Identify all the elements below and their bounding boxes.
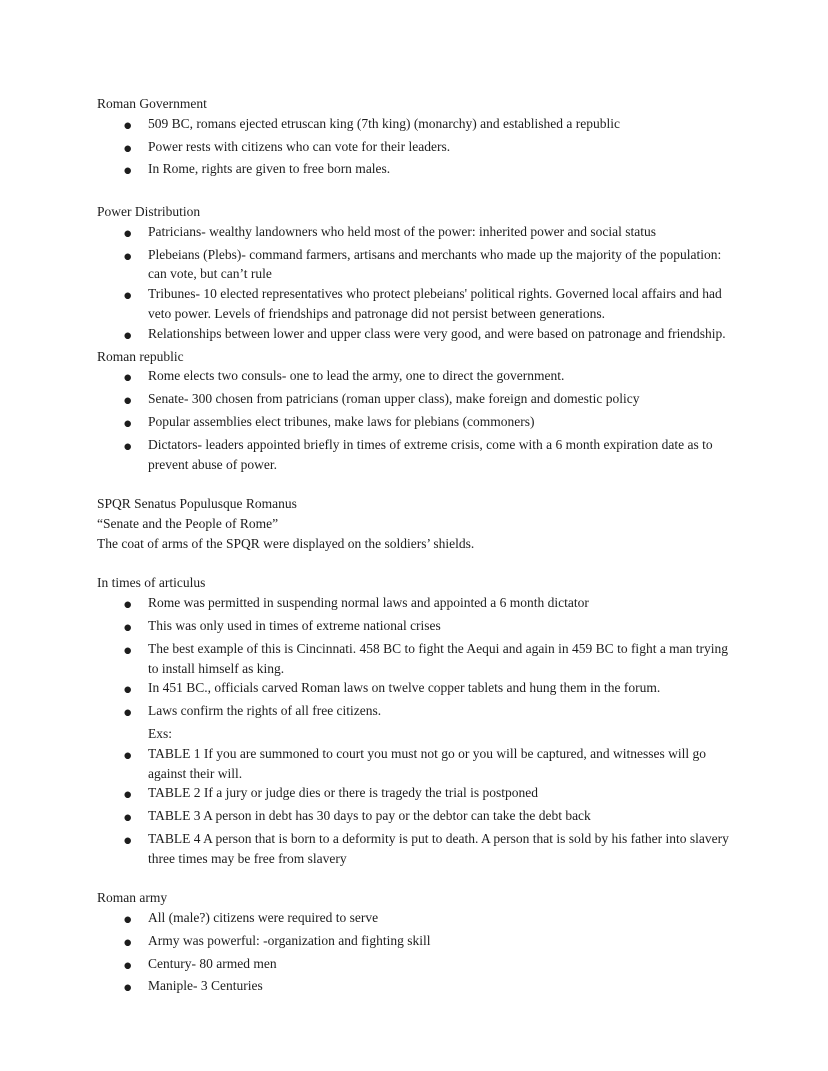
list-item-text: Plebeians (Plebs)- command farmers, artisans and merchants who made up the majority of the population: can vote, but can’t rule — [148, 246, 722, 282]
list-item-continuation: Exs: — [148, 725, 173, 741]
list-item — [97, 806, 740, 829]
list-item-text: Patricians- wealthy landowners who held most of the power: inherited power and social status — [148, 223, 656, 239]
list-item-text: TABLE 3 A person in debt has 30 days to pay or the debtor can take the debt back — [148, 808, 591, 824]
bullet-marker-icon: ● — [124, 750, 132, 761]
list-item — [97, 245, 740, 285]
list-item — [97, 284, 740, 324]
list-item-text: In 451 BC., officials carved Roman laws on twelve copper tablets and hung them in the forum. — [148, 680, 661, 696]
paragraph-line: “Senate and the People of Rome” — [97, 515, 279, 531]
section-roman-government — [97, 94, 740, 182]
list-item — [97, 114, 740, 137]
bullet-marker-icon: ● — [124, 418, 132, 429]
blank-line — [97, 868, 740, 888]
list-item — [97, 137, 740, 160]
list-item — [97, 324, 740, 347]
list-item — [97, 639, 740, 679]
bullet-marker-icon: ● — [124, 166, 132, 177]
section-power-distribution — [97, 202, 740, 347]
blank-line — [97, 554, 740, 574]
list-item — [97, 435, 740, 475]
list-item-text: Rome was permitted in suspending normal laws and appointed a 6 month dictator — [148, 595, 589, 611]
list-item — [97, 931, 740, 954]
list-item — [97, 366, 740, 389]
list-item-text: TABLE 4 A person that is born to a deformity is put to death. A person that is sold by his father into slavery three times may be free from slavery — [148, 830, 729, 866]
list-item — [97, 954, 740, 977]
list-item — [97, 159, 740, 182]
bullet-marker-icon: ● — [124, 937, 132, 948]
list-item — [97, 701, 740, 724]
bullet-marker-icon: ● — [124, 790, 132, 801]
bullet-marker-icon: ● — [124, 915, 132, 926]
list-item — [97, 616, 740, 639]
bullet-marker-icon: ● — [124, 960, 132, 971]
section-roman-army — [97, 888, 740, 999]
list-item-text: Popular assemblies elect tribunes, make laws for plebians (commoners) — [148, 413, 535, 429]
blank-line — [97, 182, 740, 202]
bullet-marker-icon: ● — [124, 622, 132, 633]
bullet-marker-icon: ● — [124, 685, 132, 696]
blank-line — [97, 474, 740, 494]
list-item-text: Dictators- leaders appointed briefly in times of extreme crisis, come with a 6 month expiration date as to prevent abuse of power. — [148, 436, 713, 472]
list-item — [97, 678, 740, 701]
paragraph-line: SPQR Senatus Populusque Romanus — [97, 496, 297, 512]
section-heading: Roman army — [97, 890, 168, 906]
section-roman-republic — [97, 347, 740, 475]
list-item-text: Maniple- 3 Centuries — [148, 978, 263, 994]
list-item-text: 509 BC, romans ejected etruscan king (7th king) (monarchy) and established a republic — [148, 115, 620, 131]
list-item-text: Rome elects two consuls- one to lead the army, one to direct the government. — [148, 368, 565, 384]
bullet-marker-icon: ● — [124, 228, 132, 239]
section-heading: Roman Government — [97, 96, 207, 111]
bullet-marker-icon: ● — [124, 251, 132, 262]
list-item-text: Senate- 300 chosen from patricians (roman upper class), make foreign and domestic policy — [148, 391, 640, 407]
bullet-marker-icon: ● — [124, 143, 132, 154]
bullet-marker-icon: ● — [124, 330, 132, 341]
list-item-text: Power rests with citizens who can vote for their leaders. — [148, 138, 451, 154]
bullet-marker-icon: ● — [124, 441, 132, 452]
bullet-marker-icon: ● — [124, 983, 132, 994]
list-item — [97, 744, 740, 784]
bullet-marker-icon: ● — [124, 373, 132, 384]
list-item-text: The best example of this is Cincinnati. 458 BC to fight the Aequi and again in 459 BC to fight a man trying to install himself as king. — [148, 640, 729, 676]
list-item — [97, 976, 740, 999]
section-in-times-of-articulus — [97, 573, 740, 868]
list-item — [97, 389, 740, 412]
bullet-marker-icon: ● — [124, 120, 132, 131]
paragraph-line: The coat of arms of the SPQR were displayed on the soldiers’ shields. — [97, 535, 475, 551]
list-item — [97, 593, 740, 616]
list-item-text: TABLE 2 If a jury or judge dies or there is tragedy the trial is postponed — [148, 785, 538, 801]
list-item-text: TABLE 1 If you are summoned to court you must not go or you will be captured, and witnesses will go against their will. — [148, 745, 706, 781]
section-heading: Roman republic — [97, 348, 184, 364]
section-spqr — [97, 494, 740, 553]
bullet-marker-icon: ● — [124, 645, 132, 656]
list-item-text: All (male?) citizens were required to serve — [148, 910, 379, 926]
section-heading: In times of articulus — [97, 575, 206, 591]
bullet-marker-icon: ● — [124, 600, 132, 611]
list-item-text: Laws confirm the rights of all free citizens. — [148, 703, 382, 719]
list-item — [97, 783, 740, 806]
list-item-text: Tribunes- 10 elected representatives who protect plebeians' political rights. Governed local affairs and had veto power. Levels of friendships and patronage did not persist between generations. — [148, 286, 722, 321]
bullet-marker-icon: ● — [124, 835, 132, 846]
bullet-marker-icon: ● — [124, 396, 132, 407]
list-item — [97, 412, 740, 435]
list-item-text: Army was powerful: -organization and fighting skill — [148, 932, 431, 948]
list-item — [97, 829, 740, 869]
list-item-text: This was only used in times of extreme national crises — [148, 617, 441, 633]
bullet-marker-icon: ● — [124, 813, 132, 824]
list-item-text: In Rome, rights are given to free born males. — [148, 161, 391, 177]
list-item — [97, 222, 740, 245]
list-item — [97, 908, 740, 931]
section-heading: Power Distribution — [97, 203, 201, 219]
list-item-text: Century- 80 armed men — [148, 955, 277, 971]
bullet-marker-icon: ● — [124, 291, 132, 302]
list-item-text: Relationships between lower and upper class were very good, and were based on patronage and friendship. — [148, 325, 726, 341]
bullet-marker-icon: ● — [124, 708, 132, 719]
